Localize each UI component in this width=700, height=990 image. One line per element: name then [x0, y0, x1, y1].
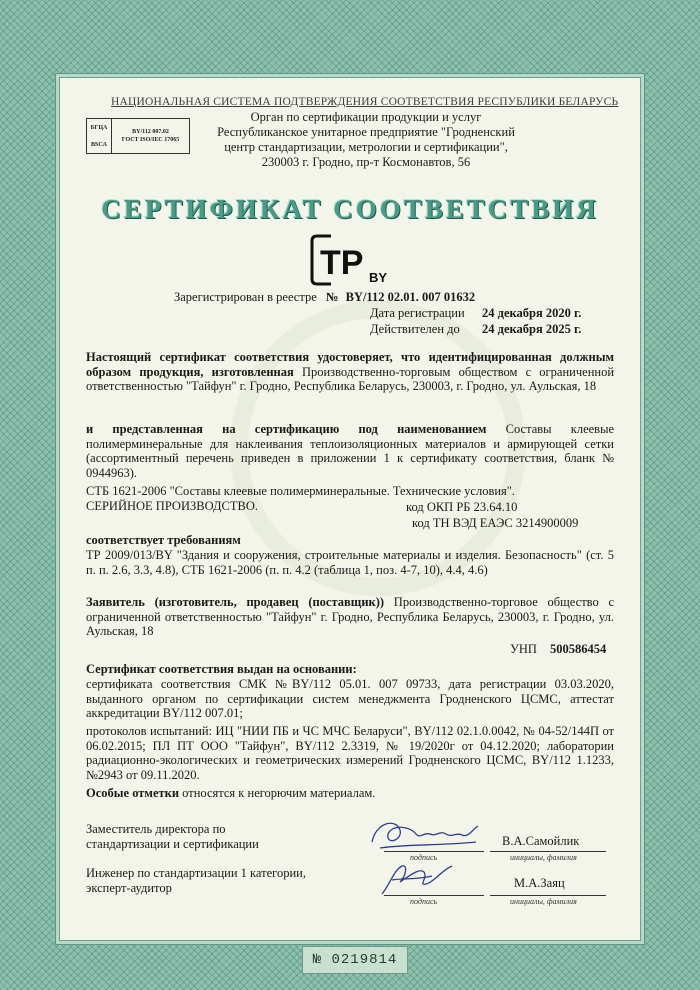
signature-2-icon	[372, 856, 462, 900]
manufacturer-text: Производственно-торговым обществом с ограниченной ответственностью "Тайфун" г. Гродно, Республика Беларусь, 230003, г. Гродно, ул. Аульская, 18	[86, 364, 615, 393]
signature-caption: подпись	[410, 853, 438, 862]
blank-serial-number	[302, 946, 408, 974]
initials-caption: инициалы, фамилия	[510, 853, 577, 862]
signature-2-line	[384, 895, 484, 896]
accreditation-mark	[86, 118, 190, 154]
signature-1-icon	[366, 812, 486, 856]
tnved-code: код ТН ВЭД ЕАЭС 3214900009	[412, 516, 579, 530]
valid-value: 24 декабря 2025 г.	[482, 322, 582, 336]
system-name: НАЦИОНАЛЬНАЯ СИСТЕМА ПОДТВЕРЖДЕНИЯ СООТВЕТСТВИЯ РЕСПУБЛИКИ БЕЛАРУСЬ	[111, 96, 619, 108]
product-text: Составы клеевые полимерминеральные для наклеивания теплоизоляционных материалов и армирующей сетки (ассортиментный перечень приведен в приложении 1 к сертификату соответствия, бланк № 0944963).	[86, 422, 615, 480]
product-bold: и представленная на сертификацию под наименованием	[86, 422, 487, 436]
name-1-line	[490, 851, 606, 852]
position-line: Заместитель директора по	[86, 822, 226, 836]
reg-label: Зарегистрирован в реестре	[174, 290, 317, 304]
product-paragraph	[86, 422, 614, 480]
registry-line	[174, 290, 475, 305]
complies-heading: соответствует требованиям	[86, 533, 241, 547]
identification-bold: Настоящий сертификат соответствия удостоверяет, что идентифицированная должным образом продукция, изготовленная	[86, 350, 614, 379]
valid-label: Действителен до	[370, 322, 460, 336]
notes-bold: Особые отметки	[86, 786, 180, 800]
signatory-2-name: М.А.Заяц	[514, 876, 565, 890]
org-line: Орган по сертификации продукции и услуг	[250, 110, 482, 124]
basis-text-2: протоколов испытаний: ИЦ "НИИ ПБ и ЧС МЧС Беларуси", BY/112 02.1.0.0042, № 04-52/144П от 06.02.2015; ПЛ ПТ ООО "Тайфун", BY/112 2.3319, № 19/2020г от 04.12.2020; лаборатории радиационно-экологических и геометрических измерений Гродненского ЦСМС, BY/112 1.1233, №2943 от 09.11.2020.	[86, 724, 614, 782]
registration-date-line	[370, 306, 581, 321]
org-line: 230003 г. Гродно, пр-т Космонавтов, 56	[261, 155, 471, 169]
accr-left-bottom: BSCA	[90, 141, 107, 148]
okp-code: код ОКП РБ 23.64.10	[406, 500, 518, 514]
serial-production: СЕРИЙНОЕ ПРОИЗВОДСТВО.	[86, 499, 258, 513]
basis-heading: Сертификат соответствия выдан на основании:	[86, 662, 357, 676]
certification-body	[196, 110, 536, 170]
date-label: Дата регистрации	[370, 306, 465, 320]
logo-main: TP	[320, 244, 364, 282]
signatory-2-position	[86, 866, 306, 895]
position-line: эксперт-аудитор	[86, 880, 172, 895]
certificate-title: СЕРТИФИКАТ СООТВЕТСТВИЯ	[101, 194, 599, 224]
date-value: 24 декабря 2020 г.	[482, 306, 582, 320]
name-2-line	[490, 895, 606, 896]
basis-text-1: сертификата соответствия СМК №BY/112 05.01. 007 09733, дата регистрации 03.03.2020, выданного органом по сертификации систем менеджмента Гродненского ЦСМС, аттестат аккредитации BY/112 007.01;	[86, 677, 614, 720]
accr-left-top: БГЦА	[90, 124, 108, 131]
complies-text: ТР 2009/013/BY "Здания и сооружения, строительные материалы и изделия. Безопасность" (ст. 5 п. п. 2.6, 3.3, 4.8), СТБ 1621-2006 (п. п. 4.2 (таблица 1, поз. 4-7, 10), 4.4, 4.6)	[86, 548, 614, 577]
reg-number: BY/112 02.01. 007 01632	[345, 290, 476, 304]
org-line: центр стандартизации, метрологии и сертификации",	[224, 140, 508, 154]
unp-line	[510, 642, 606, 657]
position-line: стандартизации и сертификации	[86, 836, 259, 851]
tr-by-logo-icon	[309, 232, 399, 288]
reg-no-sign: №	[325, 290, 339, 304]
unp-label: УНП	[510, 642, 537, 656]
stb-line: СТБ 1621-2006 "Составы клеевые полимерминеральные. Технические условия".	[86, 484, 516, 498]
position-line: Инженер по стандартизации 1 категории,	[86, 866, 306, 880]
special-notes	[86, 786, 614, 801]
notes-text: относятся к негорючим материалам.	[182, 786, 376, 800]
applicant-text: Производственно-торговое общество с ограниченной ответственностью "Тайфун" г. Гродно, Республика Беларусь, 230003, г. Гродно, ул. Аульская, 18	[86, 595, 615, 638]
serial-prefix: №	[312, 952, 323, 968]
signature-1-line	[384, 851, 484, 852]
org-line: Республиканское унитарное предприятие "Гродненский	[217, 125, 515, 139]
signatory-1-name: В.А.Самойлик	[502, 834, 580, 848]
accr-line1: BY/112 007.02	[132, 129, 169, 135]
accr-line2: ГОСТ ISO/IEC 17065	[121, 137, 180, 143]
signatory-1-position	[86, 822, 259, 851]
applicant-paragraph	[86, 595, 614, 639]
serial-number: 0219814	[331, 952, 398, 968]
identification-paragraph	[86, 350, 614, 394]
valid-until-line	[370, 322, 581, 337]
applicant-bold: Заявитель (изготовитель, продавец (поставщик))	[86, 595, 385, 609]
initials-caption: инициалы, фамилия	[510, 897, 577, 906]
unp-value: 500586454	[550, 642, 607, 656]
logo-sub: BY	[369, 270, 388, 285]
signature-caption: подпись	[410, 897, 438, 906]
